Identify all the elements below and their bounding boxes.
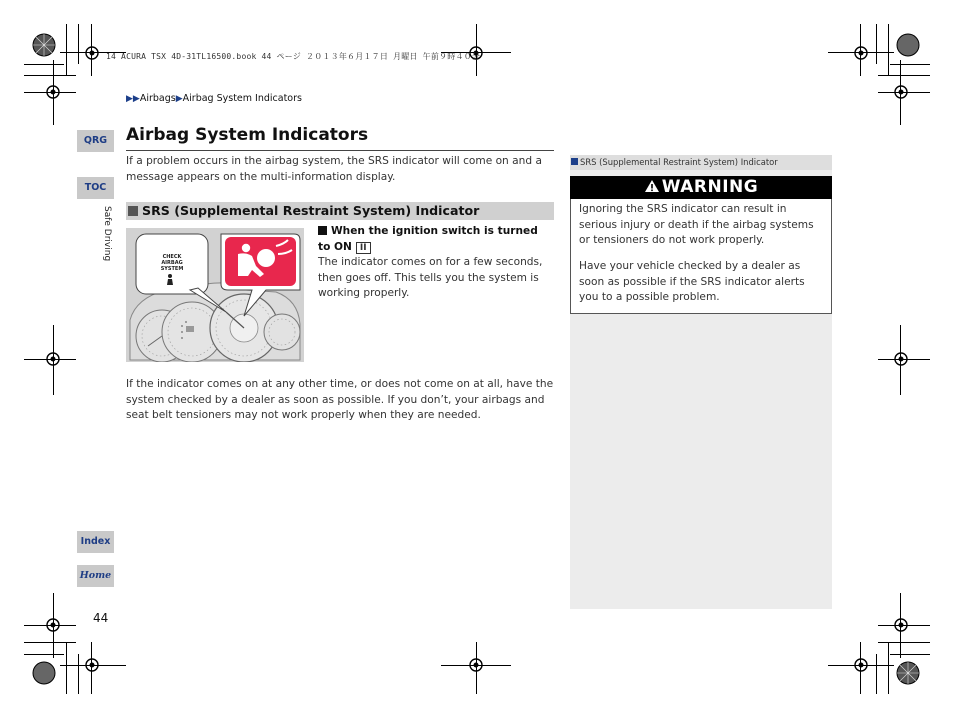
sidebar-reference-text: SRS (Supplemental Restraint System) Indicator <box>580 157 778 167</box>
warning-label: WARNING <box>661 177 759 197</box>
svg-text:AIRBAG: AIRBAG <box>161 260 183 266</box>
instrument-cluster-figure <box>126 228 304 362</box>
step-bullet-icon <box>318 226 327 235</box>
ignition-step <box>318 224 548 302</box>
nav-qrg-button[interactable]: QRG <box>77 130 114 152</box>
page-number: 44 <box>93 611 109 625</box>
breadcrumb <box>126 93 302 104</box>
reference-marker-icon <box>571 158 578 165</box>
title-divider <box>126 150 554 151</box>
breadcrumb-separator-icon: ▶ <box>175 94 183 104</box>
section-heading-bar <box>126 202 554 220</box>
svg-text:CHECK: CHECK <box>162 254 182 260</box>
breadcrumb-current: Airbag System Indicators <box>182 93 302 104</box>
step-body: The indicator comes on for a few seconds, then goes off. This tells you the system is working properly. <box>318 256 543 299</box>
warning-triangle-icon <box>644 179 660 193</box>
ignition-key-icon: II <box>356 242 371 254</box>
sidebar-reference[interactable] <box>570 155 832 170</box>
warning-paragraph-1: Ignoring the SRS indicator can result in serious injury or death if the airbag systems or tensioners do not work properly. <box>579 203 814 246</box>
section-label: Safe Driving <box>102 206 112 262</box>
intro-paragraph: If a problem occurs in the airbag system, the SRS indicator will come on and a message appears on the multi-information display. <box>126 155 542 183</box>
section-heading: SRS (Supplemental Restraint System) Indicator <box>142 203 480 218</box>
warning-banner <box>570 176 832 199</box>
nav-toc-button[interactable]: TOC <box>77 177 114 199</box>
section-square-icon <box>128 206 138 216</box>
print-header: 14 ACURA TSX 4D-31TL16500.book 44 ページ ２０１３年６月１７日 月曜日 午前９時４０分 <box>106 52 481 61</box>
page-title: Airbag System Indicators <box>126 125 369 145</box>
breadcrumb-link-airbags[interactable]: Airbags <box>139 93 176 104</box>
nav-home-button[interactable]: Home <box>77 565 114 587</box>
breadcrumb-arrow-icon: ▶▶ <box>126 94 140 104</box>
svg-text:SYSTEM: SYSTEM <box>160 266 184 272</box>
step-heading: When the ignition switch is turned to ON <box>318 225 538 253</box>
nav-index-button[interactable]: Index <box>77 531 114 553</box>
warning-paragraph-2: Have your vehicle checked by a dealer as soon as possible if the SRS indicator alerts you to a possible problem. <box>579 260 805 303</box>
malfunction-paragraph: If the indicator comes on at any other time, or does not come on at all, have the system checked by a dealer as soon as possible. If you don’t, your airbags and seat belt tensioners may not work properly when they are needed. <box>126 378 554 421</box>
